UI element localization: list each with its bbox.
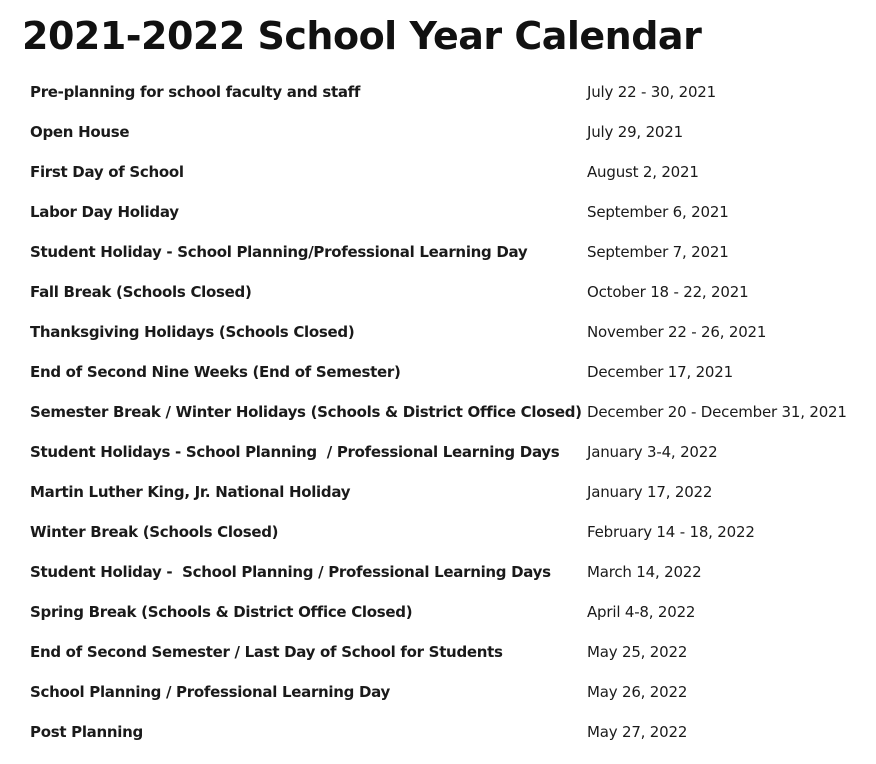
- event-name: Student Holiday - School Planning/Professional Learning Day: [30, 243, 528, 261]
- event-date: September 6, 2021: [587, 203, 729, 221]
- event-date: October 18 - 22, 2021: [587, 283, 749, 301]
- event-name: Semester Break / Winter Holidays (Schools & District Office Closed): [30, 403, 582, 421]
- event-list: [0, 72, 876, 752]
- event-row: [0, 392, 876, 432]
- event-name: Labor Day Holiday: [30, 203, 179, 221]
- event-date: May 27, 2022: [587, 723, 688, 741]
- event-row: [0, 512, 876, 552]
- event-date: May 26, 2022: [587, 683, 688, 701]
- event-name: Student Holiday - School Planning / Professional Learning Days: [30, 563, 551, 581]
- event-date: April 4-8, 2022: [587, 603, 696, 621]
- event-row: [0, 232, 876, 272]
- event-date: May 25, 2022: [587, 643, 688, 661]
- event-name: Thanksgiving Holidays (Schools Closed): [30, 323, 355, 341]
- event-date: February 14 - 18, 2022: [587, 523, 755, 541]
- event-row: [0, 312, 876, 352]
- event-name: Fall Break (Schools Closed): [30, 283, 252, 301]
- event-name: Martin Luther King, Jr. National Holiday: [30, 483, 351, 501]
- event-name: Winter Break (Schools Closed): [30, 523, 279, 541]
- page-title: 2021-2022 School Year Calendar: [22, 14, 702, 58]
- event-row: [0, 192, 876, 232]
- event-row: [0, 352, 876, 392]
- event-name: Pre-planning for school faculty and staff: [30, 83, 361, 101]
- event-date: December 20 - December 31, 2021: [587, 403, 847, 421]
- event-row: [0, 432, 876, 472]
- event-row: [0, 632, 876, 672]
- event-row: [0, 272, 876, 312]
- event-date: September 7, 2021: [587, 243, 729, 261]
- event-name: Open House: [30, 123, 130, 141]
- event-row: [0, 592, 876, 632]
- event-date: January 3-4, 2022: [587, 443, 718, 461]
- event-row: [0, 152, 876, 192]
- event-name: End of Second Nine Weeks (End of Semester): [30, 363, 401, 381]
- event-date: July 22 - 30, 2021: [587, 83, 716, 101]
- event-date: July 29, 2021: [587, 123, 683, 141]
- event-row: [0, 552, 876, 592]
- event-row: [0, 112, 876, 152]
- event-name: Spring Break (Schools & District Office Closed): [30, 603, 413, 621]
- event-date: August 2, 2021: [587, 163, 699, 181]
- event-row: [0, 672, 876, 712]
- event-date: November 22 - 26, 2021: [587, 323, 767, 341]
- event-row: [0, 712, 876, 752]
- event-name: Post Planning: [30, 723, 143, 741]
- event-row: [0, 72, 876, 112]
- event-date: March 14, 2022: [587, 563, 702, 581]
- event-name: First Day of School: [30, 163, 184, 181]
- event-date: January 17, 2022: [587, 483, 713, 501]
- event-name: School Planning / Professional Learning Day: [30, 683, 391, 701]
- event-date: December 17, 2021: [587, 363, 733, 381]
- event-name: End of Second Semester / Last Day of School for Students: [30, 643, 503, 661]
- event-row: [0, 472, 876, 512]
- event-name: Student Holidays - School Planning / Professional Learning Days: [30, 443, 560, 461]
